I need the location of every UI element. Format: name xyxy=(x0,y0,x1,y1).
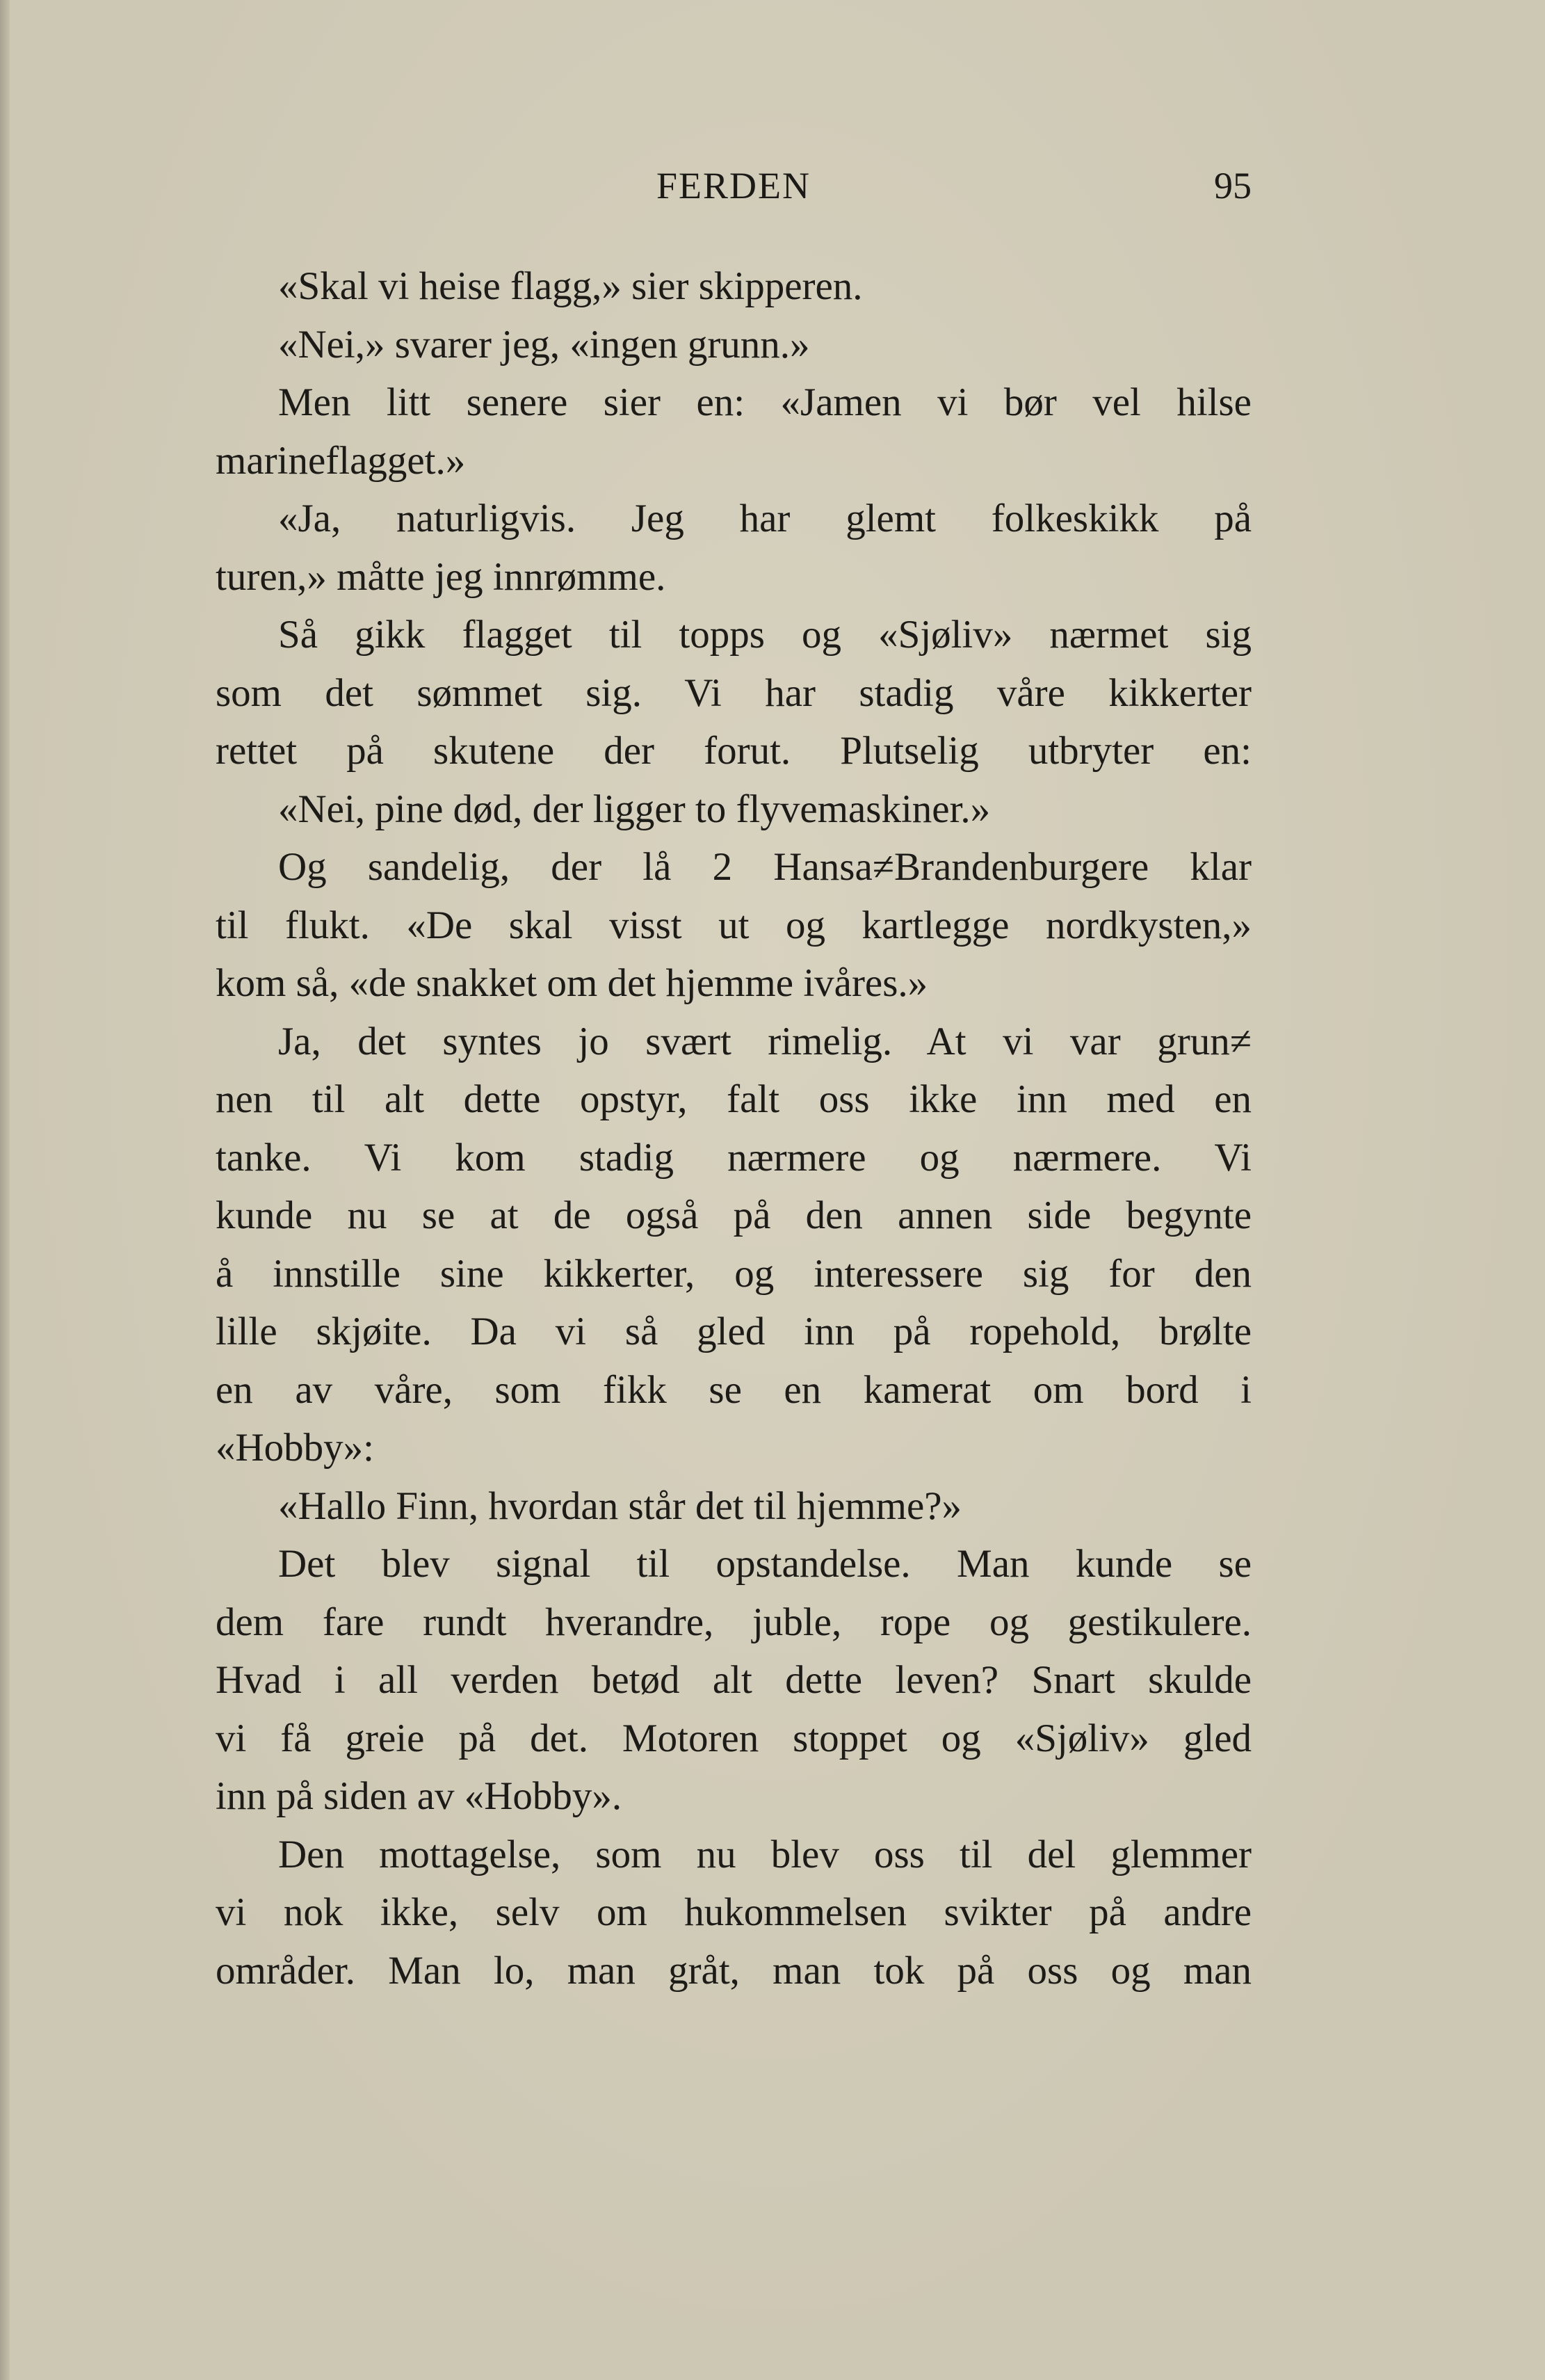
text-line: Og sandelig, der lå 2 Hansa≠Brandenburgere klar xyxy=(278,845,1252,889)
text-line: lille skjøite. Da vi så gled inn på ropehold, brølte xyxy=(216,1310,1252,1353)
running-head xyxy=(216,164,1252,220)
text-line: til flukt. «De skal visst ut og kartlegge nordkysten,» xyxy=(216,903,1252,947)
text-line: inn på siden av «Hobby». xyxy=(216,1774,622,1818)
text-line: kunde nu se at de også på den annen side begynte xyxy=(216,1193,1252,1237)
text-line: «Ja, naturligvis. Jeg har glemt folkeskikk på xyxy=(278,497,1252,540)
text-line: områder. Man lo, man gråt, man tok på oss og man xyxy=(216,1948,1252,1993)
text-line: vi nok ikke, selv om hukommelsen svikter på andre xyxy=(216,1890,1252,1934)
text-line: Ja, det syntes jo svært rimelig. At vi var grun≠ xyxy=(278,1019,1252,1063)
text-line: «Skal vi heise flagg,» sier skipperen. xyxy=(278,264,863,308)
text-line: rettet på skutene der forut. Plutselig utbryter en: xyxy=(216,729,1252,773)
text-line: Den mottagelse, som nu blev oss til del glemmer xyxy=(278,1832,1252,1876)
text-line: å innstille sine kikkerter, og interessere sig for den xyxy=(216,1251,1252,1296)
text-line: som det sømmet sig. Vi har stadig våre kikkerter xyxy=(216,670,1252,715)
text-line: vi få greie på det. Motoren stoppet og «Sjøliv» gled xyxy=(216,1716,1252,1760)
text-line: «Hobby»: xyxy=(216,1426,374,1470)
text-line: turen,» måtte jeg innrømme. xyxy=(216,554,666,599)
page-number: 95 xyxy=(1214,165,1252,207)
text-line: Men litt senere sier en: «Jamen vi bør vel hilse xyxy=(278,380,1252,424)
text-line: marineflagget.» xyxy=(216,438,466,483)
text-line: Det blev signal til opstandelse. Man kunde se xyxy=(278,1542,1252,1586)
page-edge xyxy=(0,0,10,2380)
text-line: Så gikk flagget til topps og «Sjøliv» nærmet sig xyxy=(278,613,1252,657)
text-line: tanke. Vi kom stadig nærmere og nærmere. Vi xyxy=(216,1135,1252,1180)
body-text xyxy=(216,257,1252,2000)
text-line: kom så, «de snakket om det hjemme ivåres.» xyxy=(216,961,928,1005)
text-line: dem fare rundt hverandre, juble, rope og gestikulere. xyxy=(216,1600,1252,1644)
text-line: nen til alt dette opstyr, falt oss ikke inn med en xyxy=(216,1077,1252,1121)
text-line: en av våre, som fikk se en kamerat om bord i xyxy=(216,1367,1252,1412)
text-line: Hvad i all verden betød alt dette leven? Snart skulde xyxy=(216,1658,1252,1702)
running-title: FERDEN xyxy=(656,165,811,207)
text-line: «Nei, pine død, der ligger to flyvemaskiner.» xyxy=(278,787,991,831)
text-line: «Hallo Finn, hvordan står det til hjemme?» xyxy=(278,1484,962,1528)
text-line: «Nei,» svarer jeg, «ingen grunn.» xyxy=(278,322,810,367)
